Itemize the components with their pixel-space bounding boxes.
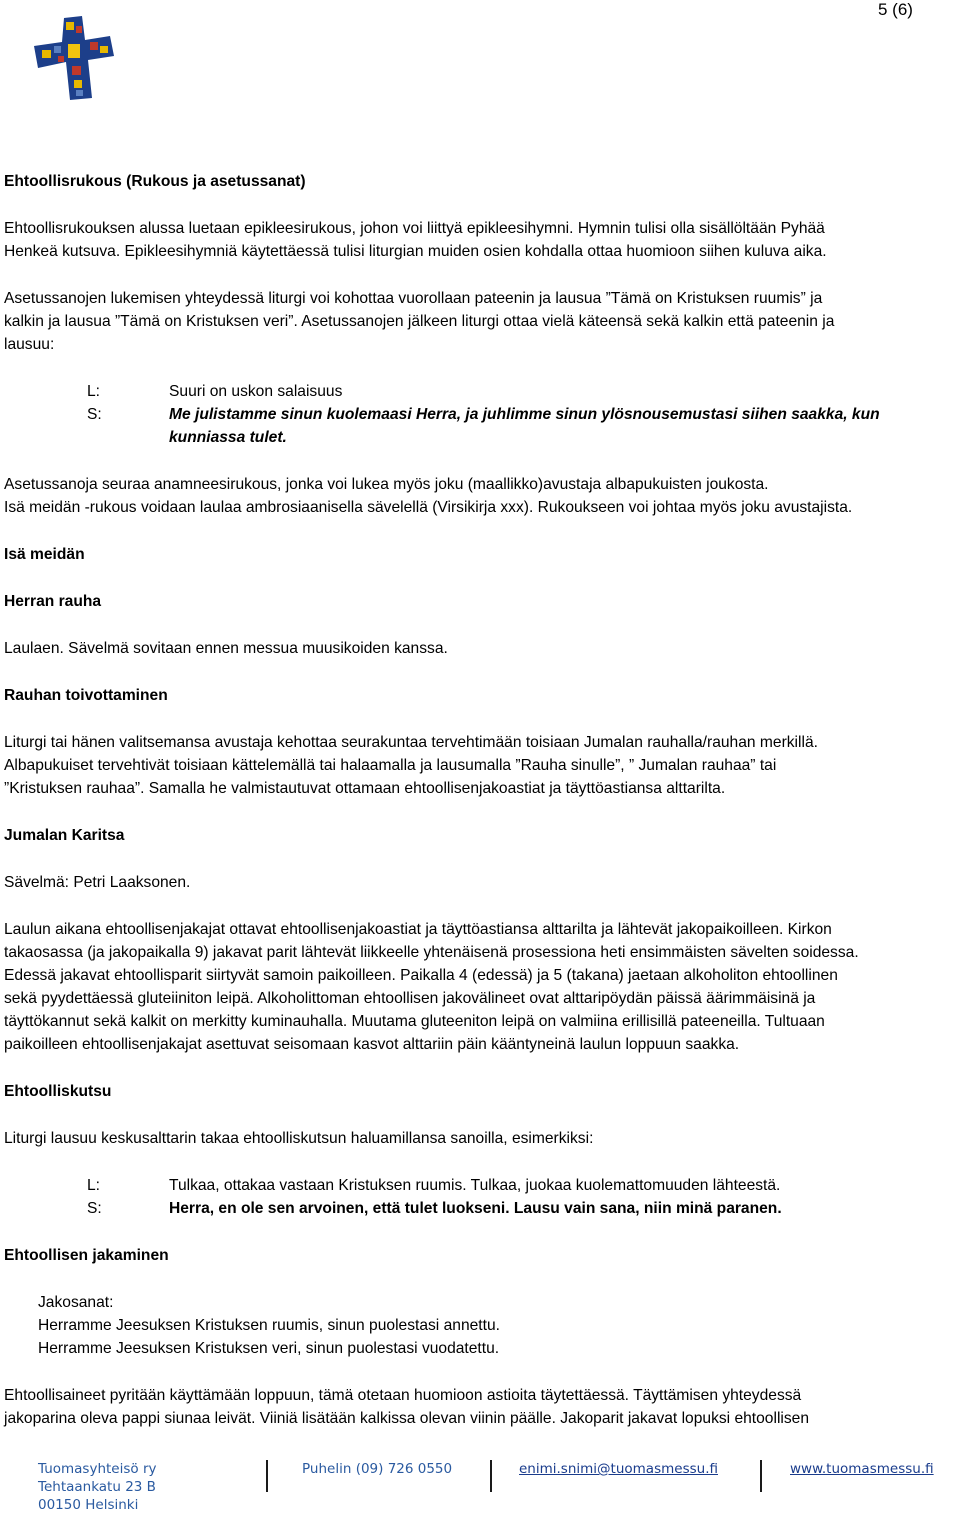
- footer-street: Tehtaankatu 23 B: [38, 1479, 156, 1495]
- section-title-rauhan-toivottaminen: Rauhan toivottaminen: [4, 687, 168, 704]
- footer-phone-number: (09) 726 0550: [355, 1461, 453, 1477]
- section-title-herran-rauha: Herran rauha: [4, 593, 102, 610]
- speaker-label: L:: [87, 383, 101, 400]
- paragraph: Asetussanoja seuraa anamneesirukous, jonka voi lukea myös joku (maallikko)avustaja albapukuisten joukosta.: [4, 476, 769, 493]
- footer-email-link[interactable]: enimi.snimi@tuomasmessu.fi: [519, 1461, 718, 1477]
- paragraph: Ehtoollisaineet pyritään käyttämään loppuun, tämä otetaan huomioon astioita täytettäessä. Täyttämisen yhteydessä: [4, 1387, 802, 1404]
- paragraph: täyttökannut sekä kalkit on merkitty kuminauhalla. Muutama gluteeniton leipä on valmiina erillisillä pateeneilla. Tultuaan: [4, 1013, 825, 1030]
- paragraph: lausuu:: [4, 336, 55, 353]
- page-footer: [0, 1456, 960, 1512]
- paragraph: paikoilleen ehtoollisenjakajat asettuvat seisomaan kasvot alttariin päin kääntyneinä laulun loppuun saakka.: [4, 1036, 740, 1053]
- paragraph: Asetussanojen lukemisen yhteydessä liturgi voi kohottaa vuorollaan pateenin ja lausua ”Tämä on Kristuksen ruumis” ja: [4, 290, 823, 307]
- dialogue-block: [87, 1174, 956, 1220]
- speaker-label: S:: [87, 1200, 102, 1217]
- speaker-label: S:: [87, 406, 102, 423]
- page-number: 5 (6): [878, 0, 913, 19]
- paragraph: Albapukuiset tervehtivät toisiaan kättelemällä tai halaamalla ja lausumalla ”Rauha sinulle”, ” Jumalan rauhaa” tai: [4, 757, 777, 774]
- paragraph: Liturgi lausuu keskusalttarin takaa ehtoolliskutsun haluamillansa sanoilla, esimerkiksi:: [4, 1130, 594, 1147]
- distribution-line: Herramme Jeesuksen Kristuksen ruumis, sinun puolestasi annettu.: [38, 1317, 500, 1334]
- footer-divider: [266, 1460, 268, 1492]
- speaker-label: L:: [87, 1177, 101, 1194]
- distribution-line: Herramme Jeesuksen Kristuksen veri, sinun puolestasi vuodatettu.: [38, 1340, 500, 1357]
- section-title-ehtoollisrukous: Ehtoollisrukous (Rukous ja asetussanat): [4, 173, 306, 190]
- paragraph: Henkeä kutsuva. Epikleesihymniä käytettäessä tulisi liturgian muiden osien kohdalla ottaa huomioon siihen kuluva aika.: [4, 243, 827, 260]
- paragraph: takaosassa (ja jakopaikalla 9) jakavat parit lähtevät liikkeelle yhtenäisenä prosessiona heti ensimmäisten sävelten soidessa.: [4, 944, 859, 961]
- section-title-ehtoolliskutsu: Ehtoolliskutsu: [4, 1083, 112, 1100]
- cross-mosaic-logo-icon: [30, 16, 118, 100]
- footer-website-link[interactable]: www.tuomasmessu.fi: [790, 1461, 934, 1477]
- paragraph: Edessä jakavat ehtoollisparit siirtyvät samoin paikoilleen. Paikalla 4 (edessä) ja 5 (takana) jaetaan alkoholiton ehtoollinen: [4, 967, 838, 984]
- section-title-jumalan-karitsa: Jumalan Karitsa: [4, 827, 125, 844]
- paragraph: jakoparina oleva pappi siunaa leivät. Viiniä lisätään kalkissa olevan viinin päälle. Jakoparit jakavat lopuksi ehtoollisen: [4, 1410, 810, 1427]
- footer-divider: [490, 1460, 492, 1492]
- paragraph: kalkin ja lausua ”Tämä on Kristuksen veri”. Asetussanojen jälkeen liturgi ottaa vielä käteensä sekä kalkin että pateenin ja: [4, 313, 835, 330]
- footer-city: 00150 Helsinki: [38, 1497, 139, 1513]
- speaker-text: Me julistamme sinun kuolemaasi Herra, ja juhlimme sinun ylösnousemustasi siihen saakka, kun kunniassa tulet.: [169, 406, 880, 446]
- section-title-isa-meidan: Isä meidän: [4, 546, 85, 563]
- speaker-text: Suuri on uskon salaisuus: [169, 383, 343, 400]
- section-title-ehtoollisen-jakaminen: Ehtoollisen jakaminen: [4, 1247, 169, 1264]
- distribution-words: [38, 1291, 956, 1360]
- dialogue-block: [87, 380, 956, 449]
- footer-address: [38, 1460, 157, 1514]
- paragraph: Liturgi tai hänen valitsemansa avustaja kehottaa seurakuntaa tervehtimään toisiaan Jumalan rauhalla/rauhan merkillä.: [4, 734, 818, 751]
- paragraph: ”Kristuksen rauhaa”. Samalla he valmistautuvat ottamaan ehtoollisenjakoastiat ja täyttöastiansa alttarilta.: [4, 780, 726, 797]
- paragraph: Laulaen. Sävelmä sovitaan ennen messua muusikoiden kanssa.: [4, 640, 448, 657]
- paragraph: Laulun aikana ehtoollisenjakajat ottavat ehtoollisenjakoastiat ja täyttöastiansa alttarilta ja lähtevät jakopaikoilleen. Kirkon: [4, 921, 832, 938]
- footer-phone-label: Puhelin: [302, 1461, 352, 1477]
- speaker-text: Herra, en ole sen arvoinen, että tulet luokseni. Lausu vain sana, niin minä paranen.: [169, 1200, 782, 1217]
- footer-phone: [302, 1460, 452, 1478]
- speaker-text: Tulkaa, ottakaa vastaan Kristuksen ruumis. Tulkaa, juokaa kuolemattomuuden lähteestä.: [169, 1177, 781, 1194]
- distribution-label: Jakosanat:: [38, 1294, 114, 1311]
- paragraph: sekä pyydettäessä gluteiiniton leipä. Alkoholittoman ehtoollisen jakovälineet ovat alttaripöydän päissä äärimmäisinä ja: [4, 990, 816, 1007]
- paragraph: Ehtoollisrukouksen alussa luetaan epikleesirukous, johon voi liittyä epikleesihymni. Hymnin tulisi olla sisällöltään Pyhää: [4, 220, 825, 237]
- footer-org: Tuomasyhteisö ry: [38, 1461, 157, 1477]
- paragraph: Sävelmä: Petri Laaksonen.: [4, 874, 191, 891]
- footer-divider: [760, 1460, 762, 1492]
- paragraph: Isä meidän -rukous voidaan laulaa ambrosiaanisella sävelellä (Virsikirja xxx). Rukoukseen voi johtaa myös joku avustajista.: [4, 499, 853, 516]
- document-body: [4, 170, 956, 1430]
